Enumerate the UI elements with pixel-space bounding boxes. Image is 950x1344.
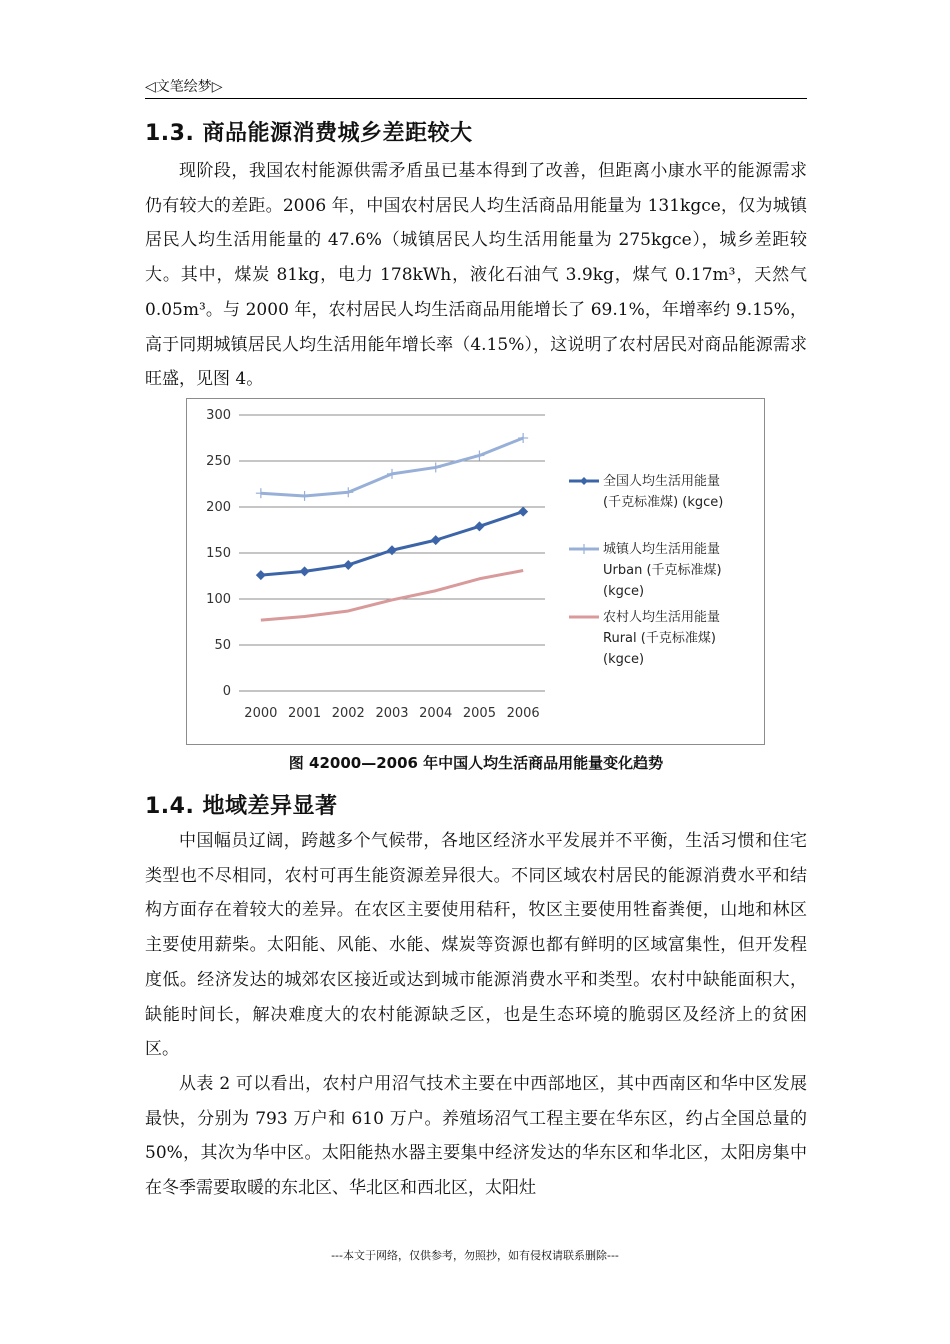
series-1-point-1	[300, 491, 310, 501]
page-header	[145, 74, 807, 99]
series-line-1	[261, 438, 523, 496]
x-tick-label-2005: 2005	[462, 706, 496, 721]
section-heading-1-3: 1.3. 商品能源消费城乡差距较大	[145, 121, 473, 146]
series-line-0	[261, 512, 523, 575]
y-tick-label-150: 150	[206, 546, 231, 561]
series-1-point-2	[343, 487, 353, 497]
page-footer: ---本文于网络，仅供参考，勿照抄，如有侵权请联系删除---	[331, 1249, 619, 1262]
series-0-point-4	[431, 535, 441, 545]
series-0-point-5	[474, 521, 484, 531]
y-tick-label-50: 50	[214, 638, 231, 653]
x-tick-label-2002: 2002	[331, 706, 365, 721]
series-1-point-3	[387, 469, 397, 479]
series-0-point-1	[300, 566, 310, 576]
series-1-point-6	[518, 433, 528, 443]
energy-chart	[186, 398, 765, 745]
x-tick-label-2003: 2003	[375, 706, 409, 721]
y-tick-label-100: 100	[206, 592, 231, 607]
x-tick-label-2000: 2000	[244, 706, 278, 721]
x-tick-label-2006: 2006	[506, 706, 540, 721]
legend-label-1-0: 城镇人均生活用能量	[603, 542, 721, 557]
legend-marker-0	[580, 477, 588, 485]
series-1-point-0	[256, 488, 266, 498]
legend-label-1-1: Urban (千克标准煤)	[603, 563, 722, 578]
series-1-point-5	[474, 450, 484, 460]
y-tick-label-250: 250	[206, 454, 231, 469]
series-0-point-6	[518, 507, 528, 517]
paragraph-table2: 从表 2 可以看出，农村户用沼气技术主要在中西部地区，其中西南区和华中区发展最快，分别为 793 万户和 610 万户。养殖场沼气工程主要在华东区，约占全国总量的 50%，其次为华中区。太阳能热水器主要集中经济发达的华东区和华北区，太阳房集中在冬季需要取暖的东北区、华北区和西北区，太阳灶	[145, 1074, 807, 1199]
section-heading-1-4: 1.4. 地域差异显著	[145, 794, 338, 819]
legend-label-0-0: 全国人均生活用能量	[603, 474, 721, 489]
legend-label-2-1: Rural (千克标准煤)	[603, 631, 716, 646]
series-1-point-4	[431, 462, 441, 472]
x-tick-label-2004: 2004	[419, 706, 453, 721]
y-tick-label-300: 300	[206, 408, 231, 423]
series-line-2	[261, 570, 523, 620]
legend-label-2-0: 农村人均生活用能量	[603, 610, 721, 625]
paragraph-energy-gap: 现阶段，我国农村能源供需矛盾虽已基本得到了改善，但距离小康水平的能源需求仍有较大的差距。2006 年，中国农村居民人均生活商品用能量为 131kgce，仅为城镇居民人均生活用能量的 47.6%（城镇居民人均生活用能量为 275kgce），城乡差距较大。其中，煤炭 81kg，电力 178kWh，液化石油气 3.9kg，煤气 0.17m³，天然气 0.05m³。与 2000 年，农村居民人均生活商品用能增长了 69.1%，年增率约 9.15%，高于同期城镇居民人均生活用能年增长率（4.15%），这说明了农村居民对商品能源需求旺盛，见图 4。	[145, 161, 807, 390]
figure-caption: 图 42000—2006 年中国人均生活商品用能量变化趋势	[288, 754, 664, 772]
series-0-point-2	[343, 560, 353, 570]
legend-label-2-2: (kgce)	[603, 652, 645, 667]
series-0-point-3	[387, 545, 397, 555]
legend-label-0-1: (千克标准煤) (kgce)	[603, 495, 724, 510]
y-tick-label-200: 200	[206, 500, 231, 515]
legend-label-1-2: (kgce)	[603, 584, 645, 599]
header-text: ◁文笔绘梦▷	[145, 79, 223, 95]
line-chart-svg	[187, 399, 764, 744]
y-tick-label-0: 0	[222, 684, 231, 699]
paragraph-regional-difference: 中国幅员辽阔，跨越多个气候带，各地区经济水平发展并不平衡，生活习惯和住宅类型也不尽相同，农村可再生能资源差异很大。不同区域农村居民的能源消费水平和结构方面存在着较大的差异。在农区主要使用秸秆，牧区主要使用牲畜粪便，山地和林区主要使用薪柴。太阳能、风能、水能、煤炭等资源也都有鲜明的区域富集性，但开发程度低。经济发达的城郊农区接近或达到城市能源消费水平和类型。农村中缺能面积大，缺能时间长，解决难度大的农村能源缺乏区，也是生态环境的脆弱区及经济上的贫困区。	[145, 831, 807, 1060]
series-0-point-0	[256, 570, 266, 580]
x-tick-label-2001: 2001	[288, 706, 322, 721]
